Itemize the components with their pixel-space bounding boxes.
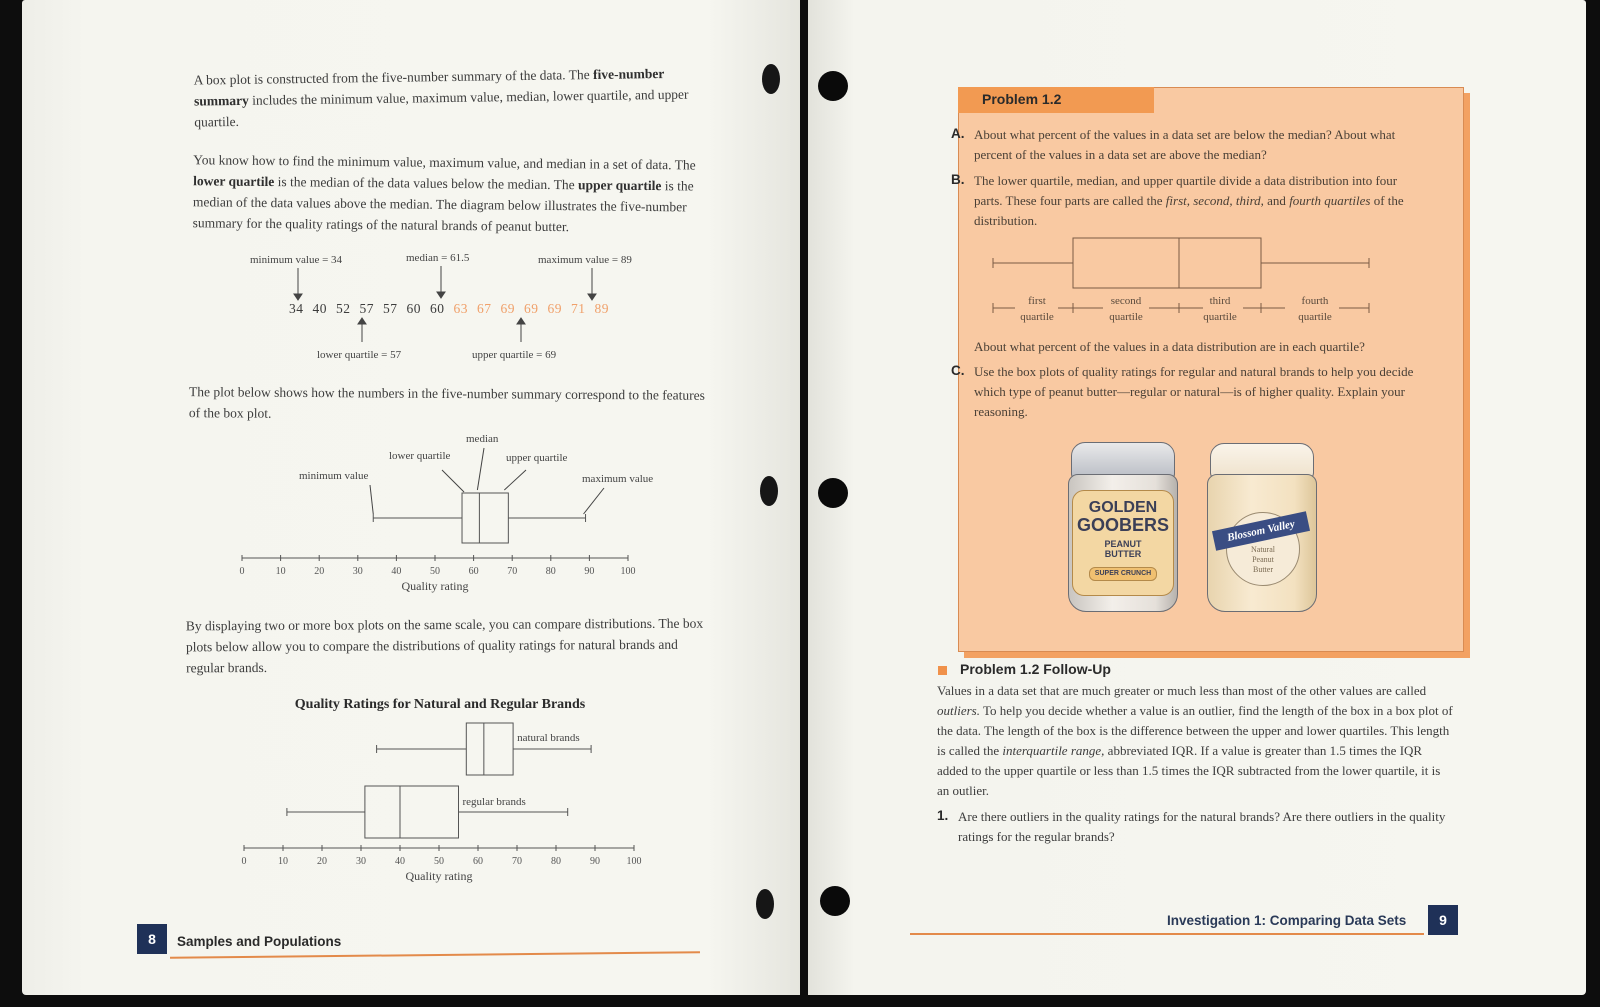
x-tick-label: 20 (314, 566, 325, 577)
jar-brand-banner: Blossom Valley (1212, 511, 1310, 551)
quartile-label: second (1110, 295, 1142, 307)
chart-title: Quality Ratings for Natural and Regular Brands (294, 697, 586, 712)
x-tick-label: 90 (584, 566, 595, 577)
summary-label-upper-quartile: upper quartile = 69 (472, 349, 557, 361)
quartile-label: quartile (1298, 311, 1332, 323)
jar-peanut: PEANUT (1104, 539, 1142, 549)
intro-paragraph-1 (194, 62, 705, 132)
x-tick-label: 50 (430, 566, 440, 577)
x-tick-label: 0 (239, 566, 245, 577)
quartile-label: third (1209, 295, 1231, 307)
problem-tab (958, 87, 1154, 113)
series-label-regular: regular brands (462, 796, 526, 808)
binder-hole (818, 71, 848, 101)
pointer-line (584, 488, 604, 514)
footer-rule-right (910, 933, 1424, 935)
text-run: of the distribution. (974, 193, 1404, 228)
x-tick-label: 80 (545, 566, 556, 577)
quartile-label: quartile (1020, 311, 1054, 323)
binder-hole (818, 478, 848, 508)
x-tick-label: 100 (620, 566, 636, 577)
label-minimum-value: minimum value (299, 470, 369, 482)
part-b-label: B. (951, 172, 965, 187)
label-median: median (466, 433, 499, 445)
x-tick-label: 80 (551, 856, 561, 867)
problem-title: Problem 1.2 (982, 91, 1062, 107)
intro-paragraph-2 (193, 149, 719, 238)
x-tick-label: 100 (626, 856, 642, 867)
data-value: 57 (359, 301, 374, 316)
data-value: 57 (383, 301, 398, 316)
jar2-line3: Butter (1253, 565, 1273, 574)
data-value: 52 (336, 301, 351, 316)
x-tick-label: 10 (278, 856, 288, 867)
text-run: A box plot is constructed from the five-number summary of the data. The (193, 66, 594, 88)
keyword-upper-quartile: upper quartile (577, 177, 662, 194)
footer-title-right: Investigation 1: Comparing Data Sets (1167, 913, 1407, 928)
part-c-text: Use the box plots of quality ratings for regular and natural brands to help you decide which type of peanut butter—regular or natural—is of higher quality. Explain your reasoning. (974, 364, 1414, 419)
x-tick-label: 20 (317, 856, 327, 867)
binder-hole (756, 889, 774, 919)
x-tick-label: 60 (468, 566, 479, 577)
box (365, 786, 459, 838)
data-value: 69 (547, 301, 562, 316)
text-run: The lower quartile, median, and upper quartile divide a data distribution into four parts. These four parts are called the (974, 173, 1398, 208)
x-tick-label: 30 (352, 566, 363, 577)
followup-bullet (938, 666, 947, 675)
jar-brand-line1: GOLDEN (1088, 499, 1158, 516)
box (462, 493, 508, 543)
text-run: You know how to find the minimum value, maximum value, and median in a set of data. The (193, 152, 696, 173)
jar2-line1: Natural (1251, 545, 1275, 554)
binder-hole (760, 476, 778, 506)
box (466, 723, 513, 775)
x-tick-label: 50 (434, 856, 444, 867)
text-run: and (1263, 193, 1290, 208)
paragraph-3: The plot below shows how the numbers in the five-number summary correspond to the features of the box plot. (188, 384, 705, 421)
binder-hole (820, 886, 850, 916)
quartile-label: fourth (1301, 295, 1329, 307)
page-number-8: 8 (137, 924, 167, 954)
keyword-lower-quartile: lower quartile (193, 173, 275, 190)
paragraph-4: By displaying two or more box plots on the same scale, you can compare distributions. The box plots below allow you to compare the distributions of quality ratings for natural brands and regular brands. (185, 615, 704, 676)
text-run: Values in a data set that are much greater or much less than most of the other values are called (937, 683, 1427, 698)
binder-hole (762, 64, 780, 94)
data-value: 71 (571, 301, 586, 316)
summary-label-max: maximum value = 89 (538, 254, 632, 266)
quartile-diagram (985, 234, 1385, 334)
summary-label-lower-quartile: lower quartile = 57 (317, 349, 402, 361)
x-tick-label: 30 (356, 856, 366, 867)
footer-title-left: Samples and Populations (177, 934, 342, 949)
text-run-italic: outliers. (937, 703, 980, 718)
x-tick-label: 10 (275, 566, 286, 577)
part-b-text (974, 171, 1426, 231)
text-run-italic: interquartile range, (1002, 743, 1105, 758)
summary-label-min: minimum value = 34 (250, 254, 343, 266)
x-axis-title: Quality rating (405, 869, 473, 883)
data-value: 34 (289, 301, 304, 316)
x-tick-label: 0 (241, 856, 247, 867)
part-b-question: About what percent of the values in a data distribution are in each quartile? (974, 339, 1365, 354)
pointer-line (442, 470, 464, 492)
quartile-label: first (1028, 295, 1046, 307)
text-run: abbreviated IQR. If a value is greater than 1.5 times the IQR added to the upper quartile or less than 1.5 times the IQR subtracted from the lower quartile, it is an outlier. (937, 743, 1441, 798)
question-1-text: Are there outliers in the quality ratings for the natural brands? Are there outliers in the quality ratings for the regular brands? (958, 809, 1446, 844)
text-run: includes the minimum value, maximum value, median, lower quartile, and upper quartile. (194, 86, 689, 130)
pointer-line (370, 485, 373, 514)
jar-brand-line2: GOOBERS (1076, 515, 1169, 535)
data-value: 60 (406, 301, 421, 316)
text-run: is the median of the data values below the median. The (274, 174, 579, 193)
data-value: 69 (524, 301, 539, 316)
x-tick-label: 70 (512, 856, 522, 867)
comparison-box-plot-chart (230, 685, 650, 900)
pointer-line (504, 470, 526, 490)
series-label-natural: natural brands (517, 732, 580, 744)
quartile-label: quartile (1203, 311, 1237, 323)
x-tick-label: 40 (391, 566, 402, 577)
jar-tag: SUPER CRUNCH (1089, 567, 1157, 581)
part-a-text: About what percent of the values in a data set are below the median? About what percent of the values in a data set are above the median? (974, 127, 1396, 162)
part-c-label: C. (951, 363, 965, 378)
data-value: 60 (430, 301, 445, 316)
jar2-text (1236, 545, 1290, 575)
jar-label (1072, 490, 1174, 596)
label-upper-quartile: upper quartile (506, 452, 568, 464)
box-plot-chart-1 (230, 440, 650, 600)
followup-paragraph (937, 681, 1455, 801)
x-tick-label: 40 (395, 856, 405, 867)
jar2-line2: Peanut (1252, 555, 1274, 564)
question-1-label: 1. (937, 808, 949, 823)
keyword-five-number-summary: five-number summary (193, 65, 665, 109)
text-run-italic: first, second, third, (1165, 193, 1264, 208)
summary-label-median: median = 61.5 (406, 252, 470, 264)
x-tick-label: 60 (473, 856, 483, 867)
x-tick-label: 90 (590, 856, 600, 867)
pointer-line (477, 448, 484, 490)
page-number-9: 9 (1428, 905, 1458, 935)
followup-title: Problem 1.2 Follow-Up (960, 661, 1111, 677)
label-maximum-value: maximum value (582, 473, 654, 485)
data-value: 63 (453, 301, 468, 316)
text-run-italic: fourth quartiles (1289, 193, 1371, 208)
x-tick-label: 70 (507, 566, 518, 577)
data-values-row (289, 301, 618, 317)
jar-butter: BUTTER (1104, 549, 1142, 559)
data-value: 69 (500, 301, 515, 316)
data-value: 89 (594, 301, 609, 316)
quartile-label: quartile (1109, 311, 1143, 323)
text-run: To help you decide whether a value is an outlier, find the length of the box in a box plot of the data. The length of the box is the difference between the upper and lower quartiles. This length is called the (937, 703, 1453, 758)
part-a-label: A. (951, 126, 965, 141)
x-axis-title: Quality rating (401, 579, 469, 593)
data-value: 67 (477, 301, 492, 316)
label-lower-quartile: lower quartile (389, 450, 451, 462)
text-run: is the median of the data values above the median. The diagram below illustrates the five-number summary for the quality ratings of the natural brands of peanut butter. (192, 178, 694, 235)
data-value: 40 (312, 301, 327, 316)
